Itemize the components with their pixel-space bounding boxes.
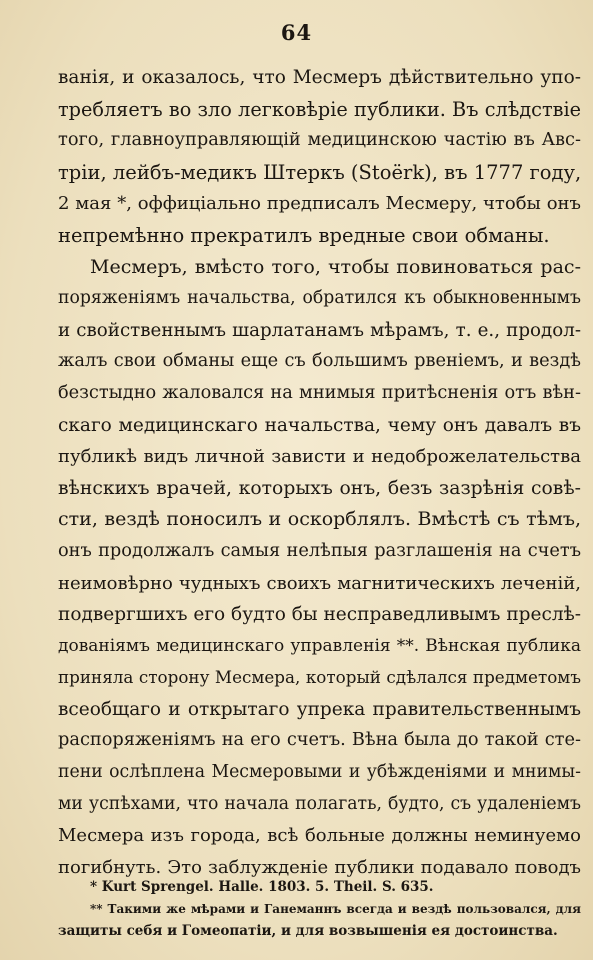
- footnote-2: ** Такими же мѣрами и Ганеманнъ всегда и вездѣ пользовался, для: [90, 902, 581, 916]
- text-line: дованіямъ медицинскаго управленія **. Вѣнская публика: [58, 635, 581, 656]
- text-line: 2 мая *, оффиціально предписалъ Месмеру, чтобы онъ: [58, 193, 581, 215]
- text-line: распоряженіямъ на его счетъ. Вѣна была до такой сте-: [58, 730, 581, 751]
- text-line: и свойственнымъ шарлатанамъ мѣрамъ, т. е., продол-: [58, 319, 581, 341]
- text-line: подвергшихъ его будто бы несправедливымъ преслѣ-: [58, 604, 581, 626]
- text-line: Месмера изъ города, всѣ больные должны неминуемо: [58, 825, 581, 847]
- text-line: тріи, лейбъ-медикъ Штеркъ (Stoërk), въ 1777 году,: [58, 160, 581, 184]
- page-number: 64: [280, 20, 313, 45]
- text-line: всеобщаго и открытаго упрека правительственнымъ: [58, 698, 581, 720]
- body-text: [58, 62, 581, 883]
- text-line: публикѣ видъ личной зависти и недоброжелательства: [58, 446, 581, 468]
- text-line: сти, вездѣ поносилъ и оскорблялъ. Вмѣстѣ съ тѣмъ,: [58, 508, 581, 531]
- text-line: того, главноуправляющій медицинскою частію въ Авс-: [58, 130, 581, 151]
- text-line: пени ослѣплена Месмеровыми и убѣжденіями и мнимы-: [58, 762, 581, 783]
- footnote-1: * Kurt Sprengel. Halle. 1803. 5. Theil. S. 635.: [90, 879, 434, 895]
- text-line: жалъ свои обманы еще съ большимъ рвеніемъ, и вездѣ: [58, 351, 581, 372]
- footnote-2-continuation: защиты себя и Гомеопатіи, и для возвышенія ея достоинства.: [58, 923, 558, 939]
- text-line: ми успѣхами, что начала полагать, будто, съ удаленіемъ: [58, 793, 581, 814]
- text-line: требляетъ во зло легковѣріе публики. Въ слѣдствіе: [58, 97, 581, 121]
- text-line: скаго медицинскаго начальства, чему онъ давалъ въ: [58, 414, 581, 436]
- text-line: неимовѣрно чудныхъ своихъ магнитическихъ леченій,: [58, 572, 581, 594]
- footnotes: [58, 876, 581, 942]
- text-line: вѣнскихъ врачей, которыхъ онъ, безъ зазрѣнія совѣ-: [58, 477, 581, 499]
- text-line: безстыдно жаловался на мнимыя притѣсненія отъ вѣн-: [58, 382, 581, 403]
- text-line: ванія, и оказалось, что Месмеръ дѣйствительно упо-: [58, 67, 581, 88]
- text-line: погибнуть. Это заблужденіе публики подавало поводъ: [58, 856, 581, 878]
- text-line: Месмеръ, вмѣсто того, чтобы повиноваться рас-: [90, 255, 581, 278]
- text-line: онъ продолжалъ самыя нелѣпыя разглашенія на счетъ: [58, 540, 581, 561]
- text-line: приняла сторону Месмера, который сдѣлался предметомъ: [58, 667, 581, 688]
- text-line: поряженіямъ начальства, обратился къ обыкновеннымъ: [58, 288, 581, 309]
- text-line: непремѣнно прекратилъ вредные свои обманы.: [58, 223, 550, 247]
